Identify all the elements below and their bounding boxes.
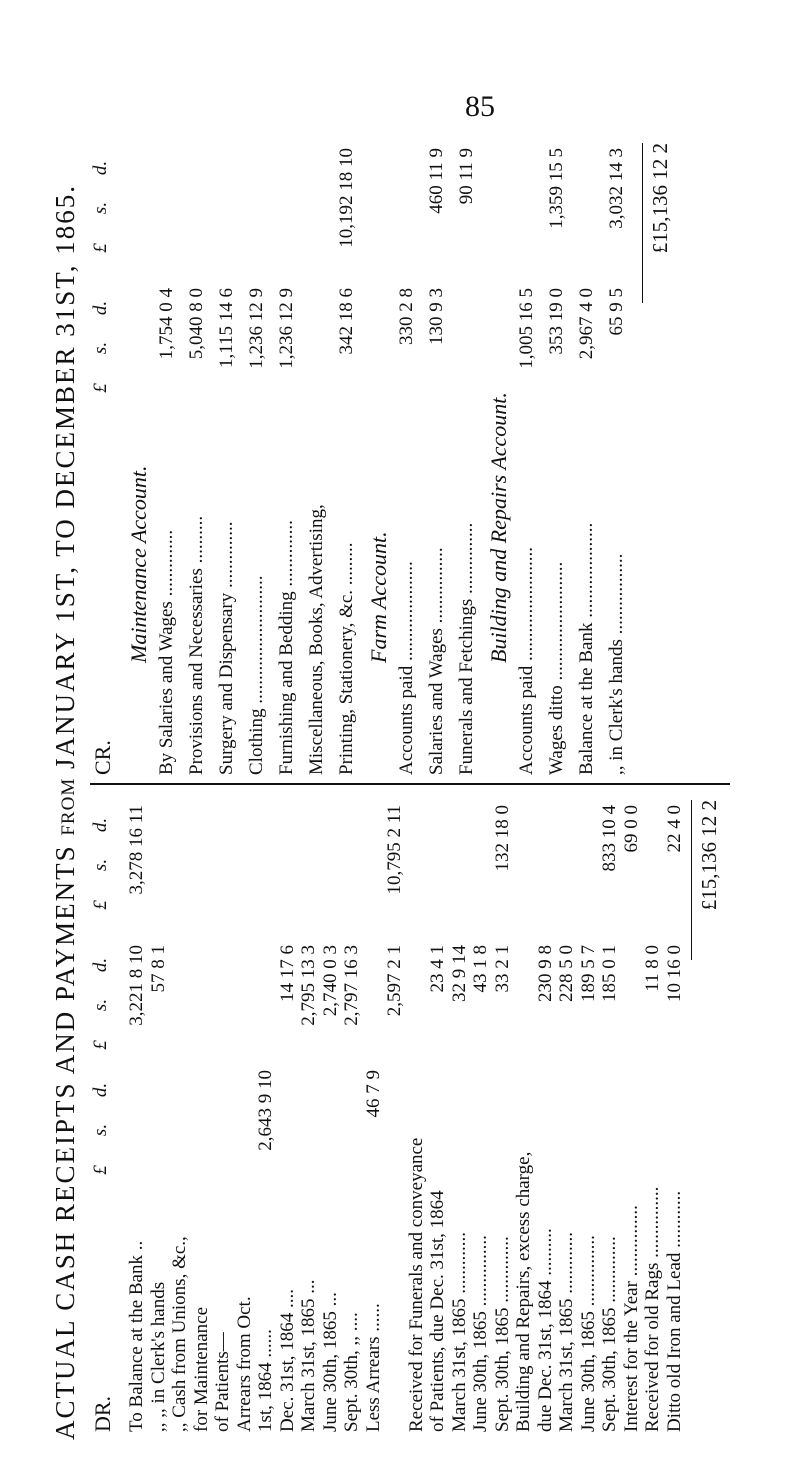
dr-total-rule	[691, 800, 692, 960]
dr-amount: 69 0 0	[620, 805, 642, 853]
dr-amount: 3,221 8 10	[126, 945, 147, 1026]
cr-line-label: Funerals and Fetchings ...............	[456, 522, 477, 775]
dr-amount: 43 1 8	[470, 945, 491, 993]
cr-line-label: Furnishing and Bedding ..............	[276, 520, 297, 775]
dr-line-label: for Maintenance	[190, 1306, 212, 1432]
dr-amount: 2,740 0 3	[319, 945, 341, 1017]
cr-line-label: Building and Repairs Account.	[486, 392, 511, 663]
cr-line	[336, 133, 364, 783]
dr-line-label: June 30th, 1865 ...............	[470, 1235, 491, 1432]
heading-from: FROM	[58, 777, 79, 836]
cr-amount: 460 11 9	[426, 148, 447, 214]
cr-amount: 130 9 3	[426, 288, 447, 345]
cr-line-label: Clothing ...........................	[246, 575, 267, 775]
ledger-sheet	[50, 140, 750, 1440]
dr-col-head: d.	[90, 957, 111, 973]
cr-line	[516, 133, 544, 783]
dr-line-label: Sept. 30th, 1865 ..............	[491, 1236, 513, 1432]
page-number: 85	[465, 90, 495, 123]
dr-line-label: June 30th, 1865 ...............	[577, 1235, 599, 1432]
dr-amount: 32 9 14	[448, 945, 470, 1002]
cr-line-label: Miscellaneous, Books, Advertising,	[306, 504, 327, 775]
dr-line-label: ,, ,, in Clerk's hands	[147, 1281, 169, 1432]
dr-line-label: To Balance at the Bank ..	[126, 1240, 147, 1432]
cr-line-label: Salaries and Wages ................	[426, 547, 447, 775]
dr-line-label: due Dec. 31st, 1864 ..........	[534, 1228, 556, 1432]
dr-amount: 185 0 1	[599, 945, 620, 1002]
dr-amount: 3,278 16 11	[126, 805, 147, 895]
dr-line-label: Arrears from Oct.	[233, 1296, 255, 1432]
dr-line-label: Sept. 30th, ,, ....	[341, 1312, 362, 1432]
cr-line	[546, 133, 574, 783]
cr-column-heads	[90, 133, 118, 783]
dr-col-head: d.	[90, 1082, 111, 1098]
dr-amount: 46 7 9	[362, 1070, 384, 1118]
cr-line	[306, 133, 334, 783]
dr-amount: 57 8 1	[147, 945, 169, 993]
cr-amount: 1,236 12 9	[246, 288, 267, 369]
cr-label: CR.	[90, 740, 115, 775]
dr-col-head: d.	[90, 817, 111, 833]
cr-amount: 353 19 0	[546, 288, 567, 355]
dr-amount: 132 18 0	[491, 805, 513, 872]
dr-line-label: 1st, 1864 ......	[255, 1329, 276, 1432]
dr-col-head: £	[90, 1040, 111, 1050]
cr-line-label: Balance at the Bank ....................	[576, 522, 597, 775]
dr-line-label: Received for Funerals and conveyance	[405, 1137, 427, 1432]
dr-total: £15,136 12 2	[697, 800, 721, 911]
dr-line-label: Sept. 30th, 1865 ..............	[599, 1236, 620, 1432]
cr-amount: 1,115 14 6	[216, 288, 237, 369]
cr-line-label: Farm Account.	[366, 531, 391, 663]
debit-side	[90, 790, 730, 1440]
cr-line	[156, 133, 184, 783]
dr-amount: 2,795 13 3	[298, 945, 319, 1026]
cr-line	[426, 133, 454, 783]
cr-line-label: Maintenance Account.	[126, 465, 151, 663]
cr-amount: 330 2 8	[396, 288, 417, 345]
cr-line	[366, 133, 394, 783]
cr-line-label: Provisions and Necessaries ..........	[186, 515, 207, 775]
dr-amount: 2,643 9 10	[255, 1070, 276, 1151]
dr-line-label: Interest for the Year ...............	[620, 1205, 642, 1432]
dr-amount: 23 4 1	[427, 945, 448, 993]
dr-amount: 833 10 4	[599, 805, 620, 872]
dr-line-label: of Patients—	[212, 1332, 233, 1432]
cr-col-head: £	[90, 243, 111, 253]
dr-label: DR.	[90, 1395, 115, 1432]
dr-amount: 2,597 2 1	[384, 945, 405, 1017]
cr-line	[186, 133, 214, 783]
cr-line	[246, 133, 274, 783]
cr-line-label: Wages ditto .........................	[546, 561, 567, 775]
dr-amount: 2,797 16 3	[341, 945, 362, 1026]
cr-col-head: s.	[90, 341, 111, 355]
dr-line-label: Dec. 31st, 1864 ....	[276, 1288, 298, 1432]
cr-col-head: d.	[90, 160, 111, 176]
dr-col-head: £	[90, 900, 111, 910]
cr-line	[486, 133, 514, 783]
heading-period: JANUARY 1ST, TO DECEMBER 31ST, 1865.	[50, 183, 80, 770]
cr-amount: 2,967 4 0	[576, 288, 597, 360]
cr-col-head: £	[90, 383, 111, 393]
dr-amount: 230 9 8	[534, 945, 556, 1002]
dr-col-head: £	[90, 1165, 111, 1175]
dr-line-label: Ditto old Iron and Lead ............	[663, 1190, 685, 1432]
dr-amount: 189 5 7	[577, 945, 599, 1002]
cr-line	[606, 133, 634, 783]
cr-line	[276, 133, 304, 783]
cr-amount: 342 18 6	[336, 288, 357, 355]
cr-col-head: s.	[90, 201, 111, 215]
cr-line-label: ,, in Clerk's hands .................	[606, 553, 627, 775]
dr-col-head: s.	[90, 998, 111, 1012]
cr-line	[396, 133, 424, 783]
dr-amount: 10,795 2 11	[384, 805, 405, 895]
ledger-heading	[50, 140, 90, 1440]
dr-line-label: March 31st, 1865 ...	[298, 1279, 319, 1432]
cr-amount: 65 9 5	[606, 288, 627, 336]
dr-col-head: s.	[90, 858, 111, 872]
dr-line-label: June 30th, 1865 ...	[319, 1292, 341, 1432]
dr-amount: 11 8 0	[642, 945, 663, 992]
cr-line	[576, 133, 604, 783]
heading-title: ACTUAL CASH RECEIPTS AND PAYMENTS	[50, 844, 80, 1440]
cr-line	[126, 133, 154, 783]
dr-amount: 22 4 0	[663, 805, 685, 853]
dr-line-label: Received for old Rags ...............	[642, 1186, 663, 1432]
cr-amount: 10,192 18 10	[336, 148, 357, 248]
cr-total-rule	[642, 143, 643, 303]
cr-line-label: Accounts paid ........................	[516, 547, 537, 775]
cr-line-label: Accounts paid .....................	[396, 561, 417, 775]
rotated-ledger	[50, 140, 750, 1440]
dr-amount: 33 2 1	[491, 945, 513, 993]
cr-amount: 5,040 8 0	[186, 288, 207, 360]
dr-line-label: of Patients, due Dec. 31st, 1864	[427, 1190, 448, 1432]
cr-amount: 1,754 0 4	[156, 288, 177, 360]
cr-line-label: Printing, Stationery, &c. .........	[336, 542, 357, 775]
dr-amount: 14 17 6	[276, 945, 298, 1002]
cr-amount: 1,359 15 5	[546, 148, 567, 229]
dr-line-label: March 31st, 1865 .............	[556, 1231, 577, 1432]
cr-line-label: By Salaries and Wages ..............	[156, 529, 177, 775]
cr-total: £15,136 12 2	[648, 143, 672, 254]
cr-amount: 90 11 9	[456, 148, 477, 205]
cr-line-label: Surgery and Dispensary ..............	[216, 521, 237, 775]
cr-col-head: d.	[90, 300, 111, 316]
dr-line	[664, 790, 692, 1440]
dr-col-head: s.	[90, 1123, 111, 1137]
cr-line	[216, 133, 244, 783]
dr-column-heads	[90, 790, 118, 1440]
credit-side	[90, 133, 730, 785]
dr-line-label: ,, Cash from Unions, &c.,	[169, 1236, 190, 1432]
cr-amount: 1,236 12 9	[276, 288, 297, 369]
dr-line-label: Building and Repairs, excess charge,	[513, 1151, 534, 1432]
cr-amount: 3,032 14 3	[606, 148, 627, 229]
dr-line-label: March 31st, 1865 .............	[448, 1231, 470, 1432]
cr-line	[456, 133, 484, 783]
dr-line-label: Less Arrears ......	[362, 1303, 384, 1432]
cr-amount: 1,005 16 5	[516, 288, 537, 369]
dr-amount: 10 16 0	[663, 945, 685, 1002]
dr-amount: 228 5 0	[556, 945, 577, 1002]
